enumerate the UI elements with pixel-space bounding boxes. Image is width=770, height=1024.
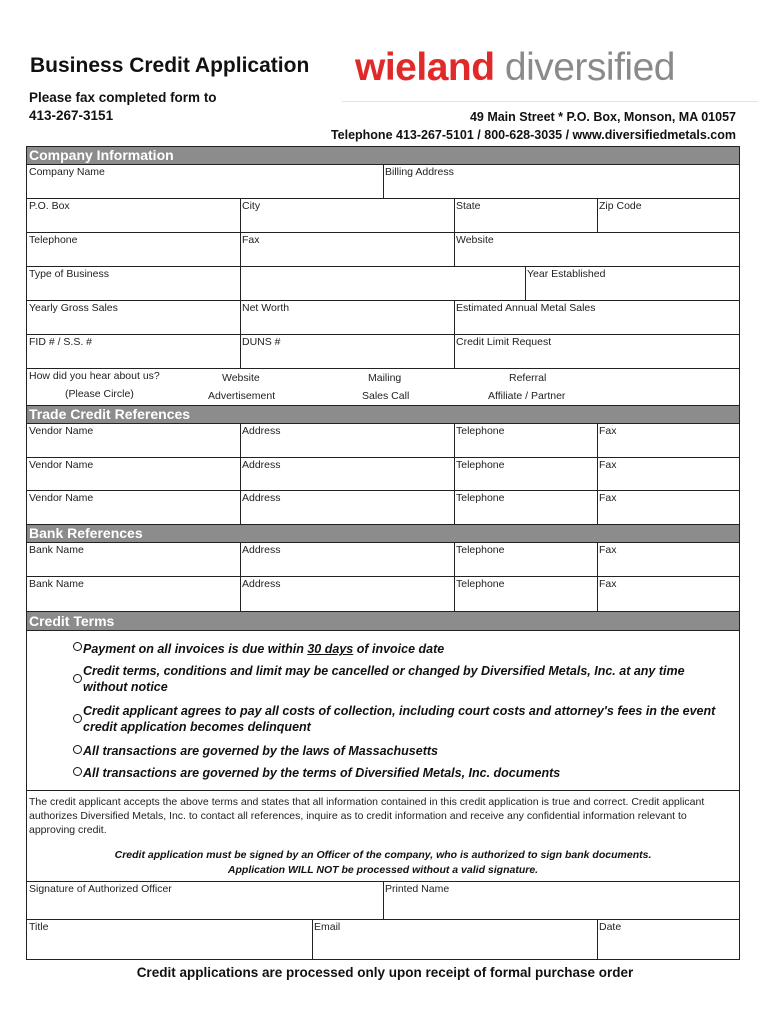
divider xyxy=(597,457,598,490)
bank-address-field[interactable]: Address xyxy=(242,578,281,590)
divider xyxy=(27,232,739,233)
vendor-address-field[interactable]: Address xyxy=(242,425,281,437)
vendor-name-field[interactable]: Vendor Name xyxy=(29,425,94,437)
title-field[interactable]: Title xyxy=(29,921,49,933)
divider xyxy=(454,490,455,524)
divider xyxy=(27,919,739,920)
option-mailing[interactable]: Mailing xyxy=(368,372,402,384)
divider xyxy=(454,300,455,334)
po-box-field[interactable]: P.O. Box xyxy=(29,200,70,212)
logo-diversified: diversified xyxy=(504,46,675,89)
circle-bullet-icon xyxy=(73,767,82,776)
section-credit-terms: Credit Terms xyxy=(27,612,739,630)
divider xyxy=(27,630,739,631)
company-address: 49 Main Street * P.O. Box, Monson, MA 01057 xyxy=(469,110,736,124)
divider xyxy=(27,457,739,458)
bank-name-field[interactable]: Bank Name xyxy=(29,544,84,556)
circle-bullet-icon xyxy=(73,745,82,754)
term-payment xyxy=(83,641,444,657)
term-collection-line2: credit application becomes delinquent xyxy=(83,720,311,734)
divider xyxy=(597,919,598,959)
divider xyxy=(240,542,241,576)
circle-bullet-icon xyxy=(73,642,82,651)
signing-requirement: Credit application must be signed by an Officer of the company, who is authorized to sign bank documents. xyxy=(114,849,652,861)
option-website[interactable]: Website xyxy=(222,372,260,384)
term-payment-tail: of invoice date xyxy=(353,642,445,656)
please-circle-label: (Please Circle) xyxy=(65,388,134,400)
year-established-field[interactable]: Year Established xyxy=(527,268,606,280)
company-name-field[interactable]: Company Name xyxy=(29,166,105,178)
divider xyxy=(597,490,598,524)
divider xyxy=(525,266,526,300)
divider xyxy=(240,266,241,300)
divider xyxy=(27,423,739,424)
annual-metal-sales-field[interactable]: Estimated Annual Metal Sales xyxy=(456,302,596,314)
circle-bullet-icon xyxy=(73,674,82,683)
section-company-information: Company Information xyxy=(27,147,739,164)
term-conditions-line1: Credit terms, conditions and limit may be cancelled or changed by Diversified Metals, Inc. at any time xyxy=(83,664,685,678)
divider xyxy=(597,542,598,576)
vendor-fax-field[interactable]: Fax xyxy=(599,459,617,471)
page-title: Business Credit Application xyxy=(30,54,310,77)
vendor-telephone-field[interactable]: Telephone xyxy=(456,459,505,471)
yearly-gross-sales-field[interactable]: Yearly Gross Sales xyxy=(29,302,118,314)
divider xyxy=(240,490,241,524)
state-field[interactable]: State xyxy=(456,200,481,212)
term-collection-line1: Credit applicant agrees to pay all costs of collection, including court costs and attorney's fees in the event xyxy=(83,704,716,718)
term-payment-text: Payment on all invoices is due within xyxy=(83,642,308,656)
divider xyxy=(597,423,598,457)
divider xyxy=(240,334,241,368)
bank-address-field[interactable]: Address xyxy=(242,544,281,556)
zip-code-field[interactable]: Zip Code xyxy=(599,200,642,212)
circle-bullet-icon xyxy=(73,714,82,723)
term-massachusetts-law: All transactions are governed by the laws of Massachusetts xyxy=(83,744,438,758)
option-affiliate-partner[interactable]: Affiliate / Partner xyxy=(488,390,566,402)
divider xyxy=(240,232,241,266)
divider xyxy=(240,457,241,490)
divider xyxy=(27,300,739,301)
divider xyxy=(454,198,455,232)
divider xyxy=(312,919,313,959)
divider xyxy=(383,164,384,198)
officer-signature-field[interactable]: Signature of Authorized Officer xyxy=(29,883,172,895)
vendor-telephone-field[interactable]: Telephone xyxy=(456,425,505,437)
bank-fax-field[interactable]: Fax xyxy=(599,578,617,590)
website-field[interactable]: Website xyxy=(456,234,494,246)
hear-about-us-label: How did you hear about us? xyxy=(29,370,160,382)
divider xyxy=(27,368,739,369)
billing-address-field[interactable]: Billing Address xyxy=(385,166,454,178)
fid-ss-field[interactable]: FID # / S.S. # xyxy=(29,336,93,348)
bank-fax-field[interactable]: Fax xyxy=(599,544,617,556)
net-worth-field[interactable]: Net Worth xyxy=(242,302,290,314)
divider xyxy=(27,198,739,199)
city-field[interactable]: City xyxy=(242,200,261,212)
company-telephone: Telephone 413-267-5101 / 800-628-3035 / www.diversifiedmetals.com xyxy=(330,128,736,142)
vendor-address-field[interactable]: Address xyxy=(242,459,281,471)
vendor-address-field[interactable]: Address xyxy=(242,492,281,504)
credit-limit-request-field[interactable]: Credit Limit Request xyxy=(456,336,552,348)
divider xyxy=(454,232,455,266)
divider xyxy=(597,576,598,611)
divider xyxy=(27,334,739,335)
divider xyxy=(597,198,598,232)
divider xyxy=(454,334,455,368)
term-conditions xyxy=(83,663,685,695)
divider xyxy=(27,542,739,543)
section-trade-credit-references: Trade Credit References xyxy=(27,406,739,423)
printed-name-field[interactable]: Printed Name xyxy=(385,883,450,895)
divider xyxy=(27,490,739,491)
divider xyxy=(240,300,241,334)
fax-number: 413-267-3151 xyxy=(29,108,114,123)
vendor-fax-field[interactable]: Fax xyxy=(599,492,617,504)
divider xyxy=(240,576,241,611)
bank-telephone-field[interactable]: Telephone xyxy=(456,578,505,590)
vendor-fax-field[interactable]: Fax xyxy=(599,425,617,437)
vendor-name-field[interactable]: Vendor Name xyxy=(29,492,94,504)
fax-instruction: Please fax completed form to xyxy=(29,90,217,105)
logo-wieland: wieland xyxy=(355,46,495,89)
footer-note: Credit applications are processed only upon receipt of formal purchase order xyxy=(136,965,634,980)
option-sales-call[interactable]: Sales Call xyxy=(362,390,410,402)
vendor-telephone-field[interactable]: Telephone xyxy=(456,492,505,504)
option-referral[interactable]: Referral xyxy=(509,372,547,384)
company-logo xyxy=(355,46,675,90)
duns-field[interactable]: DUNS # xyxy=(242,336,281,348)
divider xyxy=(454,423,455,457)
divider xyxy=(383,881,384,919)
divider xyxy=(454,457,455,490)
signature-validity-note: Application WILL NOT be processed without a valid signature. xyxy=(227,864,539,876)
credit-application-form xyxy=(26,146,740,960)
fax-field[interactable]: Fax xyxy=(242,234,260,246)
bank-name-field[interactable]: Bank Name xyxy=(29,578,84,590)
date-field[interactable]: Date xyxy=(599,921,622,933)
divider xyxy=(454,576,455,611)
divider xyxy=(27,576,739,577)
term-payment-days: 30 days xyxy=(307,642,354,656)
divider xyxy=(240,423,241,457)
divider xyxy=(454,542,455,576)
telephone-field[interactable]: Telephone xyxy=(29,234,78,246)
bank-telephone-field[interactable]: Telephone xyxy=(456,544,505,556)
logo-divider xyxy=(342,101,758,102)
term-diversified-documents: All transactions are governed by the terms of Diversified Metals, Inc. documents xyxy=(83,766,561,780)
divider xyxy=(240,198,241,232)
option-advertisement[interactable]: Advertisement xyxy=(208,390,276,402)
vendor-name-field[interactable]: Vendor Name xyxy=(29,459,94,471)
term-collection xyxy=(83,703,715,735)
section-bank-references: Bank References xyxy=(27,525,739,542)
divider xyxy=(27,266,739,267)
type-of-business-field[interactable]: Type of Business xyxy=(29,268,109,280)
email-field[interactable]: Email xyxy=(314,921,341,933)
acceptance-statement: The credit applicant accepts the above terms and states that all information contained in this credit application is true and correct. Credit applicant authorizes Diversified Metals, Inc. to contact all references, inquire as to credit information and receive any confidential information relevant to approving credit. xyxy=(29,796,705,836)
term-conditions-line2: without notice xyxy=(83,680,168,694)
divider xyxy=(27,790,739,791)
